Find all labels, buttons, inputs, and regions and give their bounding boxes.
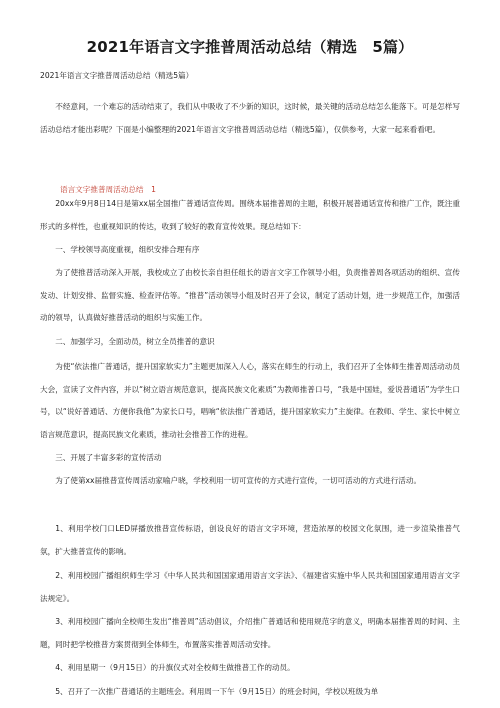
paragraph: 为了使第xx届推普宣传周活动家喻户晓，学校利用一切可宣传的方式进行宣传，一切可活动的方式进行活动。 [55, 476, 422, 485]
subheading: 一、学校领导高度重视，组织安排合理有序 [55, 245, 200, 254]
paragraph: 2、利用校园广播组织师生学习《中华人民共和国国家通用语言文字法》、《福建省实施中华人民共和国国家通用语言文字法规定》。 [40, 571, 460, 603]
page-title: 2021年语言文字推普周活动总结（精选 5篇） [86, 38, 414, 56]
paragraph: 3、利用校园广播向全校师生发出“推普周”活动倡议，介绍推广普通话和使用规范字的意义，明确本届推普周的时间、主题，同时把学校推普方案贯彻到全体师生，布置落实推普周活动安排。 [40, 617, 460, 649]
section-heading: 语言文字推普周活动总结 1 [60, 185, 156, 194]
document-subtitle: 2021年语言文字推普周活动总结（精选5篇） [40, 71, 194, 80]
paragraph: 1、利用学校门口LED屏播放推普宣传标语，创设良好的语言文字环境，营造浓厚的校园文化氛围，进一步渲染推普气氛，扩大推普宣传的影响。 [40, 524, 460, 556]
paragraph: 4、利用星期一（9月15日）的升旗仪式对全校师生做推普工作的动员。 [55, 663, 295, 672]
paragraph: 为使“依法推广普通话，提升国家软实力”主题更加深入人心，落实在师生的行动上，我们召开了全体师生推普周活动动员大会，宣读了文件内容，并以“树立语言规范意识，提高民族文化素质”为教师推普口号，“我是中国娃，爱说普通话”为学生口号，以“说好普通话、方便你我他”为家长口号，唱响“依法推广普通话，提升国家软实力”主旋律。在教师、学生、家长中树立语言规范意识，提高民族文化素质，推动社会推普工作的进程。 [40, 362, 460, 439]
subheading: 三、开展了丰富多彩的宣传活动 [55, 453, 162, 462]
subheading: 二、加强学习，全面动员，树立全员推普的意识 [55, 337, 215, 346]
paragraph: 20xx年9月8日14日是第xx届全国推广普通话宣传周。围绕本届推普周的主题，积极开展普通话宣传和推广工作，既注重形式的多样性，也重视知识的传达，收到了较好的教育宣传效果。现总结如下： [40, 199, 460, 231]
paragraph: 为了使推普活动深入开展，我校成立了由校长亲自担任组长的语言文字工作领导小组，负责推普周各项活动的组织、宣传发动、计划安排、监督实施、检查评估等。“推普”活动领导小组及时召开了会议，制定了活动计划，进一步规范工作，加强活动的领导，认真做好推普活动的组织与实施工作。 [40, 268, 460, 322]
intro-paragraph: 不经意间，一个难忘的活动结束了，我们从中吸收了不少新的知识，这时候，最关键的活动总结怎么能落下。可是怎样写活动总结才能出彩呢？下面是小编整理的2021年语言文字推普周活动总结（精选5篇），仅供参考，大家一起来看看吧。 [40, 102, 460, 134]
paragraph: 5、召开了一次推广普通话的主题班会。利用周一下午（9月15日）的班会时间，学校以班级为单 [55, 687, 379, 696]
